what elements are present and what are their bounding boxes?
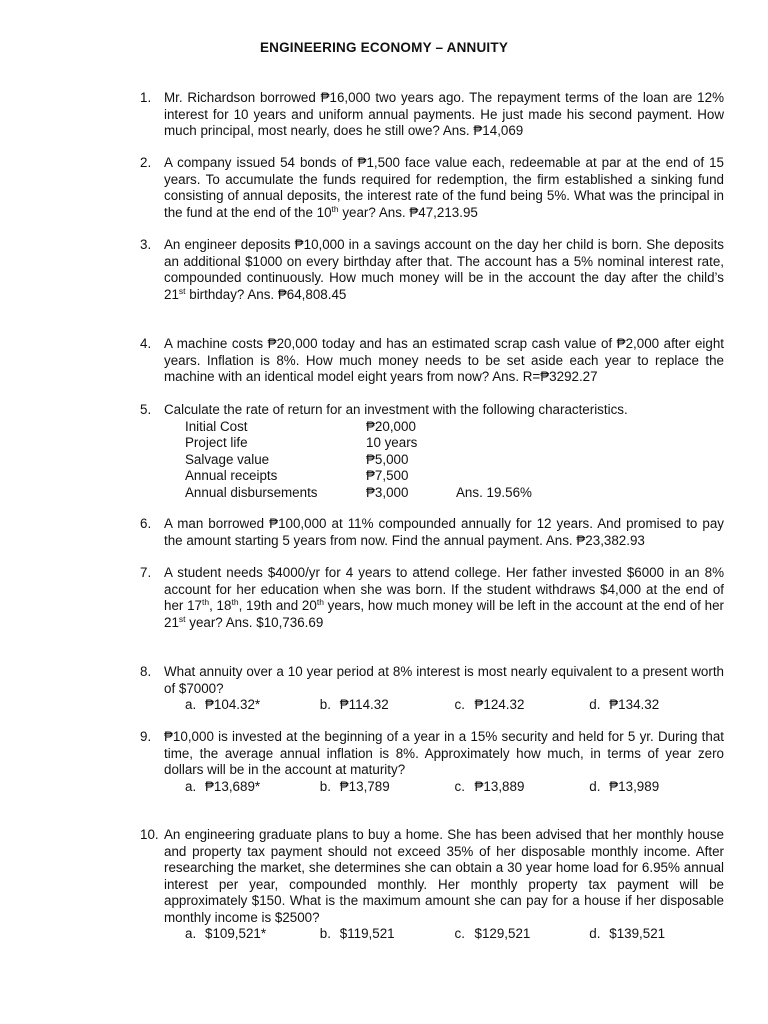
row-value: 10 years bbox=[366, 435, 418, 450]
problem-3 bbox=[140, 237, 724, 303]
problem-text: Mr. Richardson borrowed ₱16,000 two years ago. The repayment terms of the loan are 12% interest for 10 years and uniform annual payments. He just made his second payment. How much principal, most nearly, does he still owe? Ans. ₱14,069 bbox=[164, 90, 724, 138]
table-row bbox=[185, 452, 724, 469]
problem-number: 1. bbox=[140, 90, 152, 105]
choice-b: b. ₱13,789 bbox=[319, 778, 390, 794]
row-label: Salvage value bbox=[185, 451, 270, 467]
choice-a: a. ₱13,689* bbox=[185, 778, 261, 794]
problem-1 bbox=[140, 90, 724, 140]
problem-number: 10. bbox=[140, 827, 159, 842]
problem-9 bbox=[140, 729, 724, 796]
problem-7 bbox=[140, 565, 724, 631]
choice-a: a. ₱104.32* bbox=[185, 697, 261, 712]
problem-text: A student needs $4000/yr for 4 years to attend college. Her father invested $6000 in an 8% account for her education when she was born. If the student withdraws $4,000 at the end of her 17th, 18th, 19th and 20th years, how much money will be left in the account at the end of her 21st year? Ans. $10,736.69 bbox=[164, 565, 725, 630]
problem-number: 2. bbox=[140, 155, 152, 170]
problem-number: 8. bbox=[140, 664, 152, 679]
row-answer: Ans. 19.56% bbox=[456, 484, 532, 500]
choice-a: a. $109,521* bbox=[185, 926, 267, 941]
table-row bbox=[185, 485, 724, 502]
problem-text: An engineering graduate plans to buy a home. She has been advised that her monthly house and property tax payment should not exceed 35% of her disposable monthly income. After researching the market, she determines she can obtain a 30 year home load for 6.95% annual interest per year, compounded monthly. Her monthly property tax payment will be approximately $150. What is the maximum amount she can pay for a house if her disposable monthly income is $2500? bbox=[164, 827, 724, 925]
problem-number: 5. bbox=[140, 402, 152, 417]
answer-choices bbox=[185, 779, 724, 796]
problem-text: A machine costs ₱20,000 today and has an estimated scrap cash value of ₱2,000 after eight years. Inflation is 8%. How much money needs to be set aside each year to replace the machine with an identical model eight years from now? Ans. R=₱3292.27 bbox=[164, 336, 724, 384]
problem-text: What annuity over a 10 year period at 8% interest is most nearly equivalent to a present worth of $7000? bbox=[164, 664, 724, 696]
table-row bbox=[185, 468, 724, 485]
choice-d: d. ₱134.32 bbox=[589, 697, 660, 712]
row-value: ₱7,500 bbox=[366, 468, 409, 483]
row-label: Annual disbursements bbox=[185, 484, 318, 500]
table-row bbox=[185, 435, 724, 452]
row-label: Annual receipts bbox=[185, 468, 278, 483]
answer-choices bbox=[185, 926, 724, 943]
answer-choices bbox=[185, 697, 724, 714]
problem-number: 9. bbox=[140, 729, 152, 744]
row-label: Project life bbox=[185, 435, 248, 450]
problem-text: Calculate the rate of return for an investment with the following characteristics. bbox=[164, 402, 628, 417]
problem-10 bbox=[140, 827, 724, 943]
problem-number: 4. bbox=[140, 336, 152, 351]
problem-number: 7. bbox=[140, 565, 152, 580]
problem-text: A company issued 54 bonds of ₱1,500 face value each, redeemable at par at the end of 15 years. To accumulate the funds required for redemption, the firm established a sinking fund consisting of annual deposits, the interest rate of the fund being 5%. What was the principal in the fund at the end of the 10th year? Ans. ₱47,213.95 bbox=[164, 155, 724, 220]
choice-d: d. ₱13,989 bbox=[589, 778, 660, 794]
row-value: ₱3,000 bbox=[366, 484, 409, 500]
choice-b: b. ₱114.32 bbox=[319, 697, 389, 712]
choice-b: b. $119,521 bbox=[319, 926, 395, 941]
problem-number: 3. bbox=[140, 237, 152, 252]
characteristics-table bbox=[185, 419, 724, 502]
row-value: ₱5,000 bbox=[366, 451, 409, 467]
problem-5 bbox=[140, 402, 724, 501]
problem-text: ₱10,000 is invested at the beginning of a year in a 15% security and held for 5 yr. During that time, the average annual inflation is 8%. Approximately how much, in terms of year zero dollars will be in the account at maturity? bbox=[164, 729, 724, 777]
choice-c: c. $129,521 bbox=[454, 926, 531, 941]
choice-c: c. ₱13,889 bbox=[454, 778, 525, 794]
problem-8 bbox=[140, 664, 724, 714]
problem-6 bbox=[140, 516, 724, 549]
document-title: ENGINEERING ECONOMY – ANNUITY bbox=[259, 40, 509, 55]
problem-4 bbox=[140, 336, 724, 386]
row-label: Initial Cost bbox=[185, 418, 248, 434]
table-row bbox=[185, 419, 724, 436]
choice-d: d. $139,521 bbox=[589, 926, 666, 941]
problem-2 bbox=[140, 155, 724, 221]
row-value: ₱20,000 bbox=[366, 418, 416, 434]
problem-number: 6. bbox=[140, 516, 152, 531]
choice-c: c. ₱124.32 bbox=[454, 697, 525, 712]
problem-text: An engineer deposits ₱10,000 in a savings account on the day her child is born. She deposits an additional $1000 on every birthday after that. The account has a 5% nominal interest rate, compounded continuously. How much money will be in the account the day after the child’s 21st birthday? Ans. ₱64,808.45 bbox=[164, 237, 724, 302]
problem-text: A man borrowed ₱100,000 at 11% compounded annually for 12 years. And promised to pay the amount starting 5 years from now. Find the annual payment. Ans. ₱23,382.93 bbox=[164, 516, 724, 548]
